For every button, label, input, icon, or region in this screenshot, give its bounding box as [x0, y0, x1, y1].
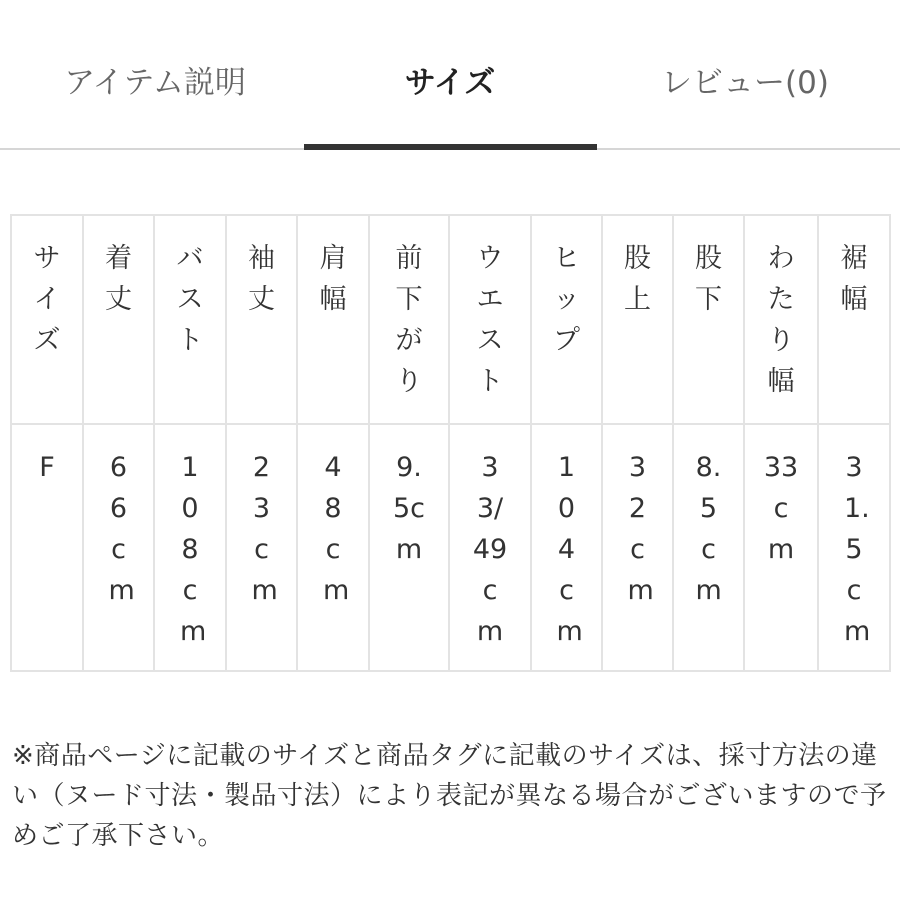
table-cell: 104cm: [531, 424, 602, 671]
table-header-cell: 前下がり: [369, 215, 449, 424]
table-cell: 108cm: [154, 424, 226, 671]
table-cell: 66cm: [83, 424, 154, 671]
table-header-cell: ヒップ: [531, 215, 602, 424]
table-header-cell: わたり幅: [744, 215, 818, 424]
table-cell: 23cm: [226, 424, 297, 671]
table-cell: 33cm: [744, 424, 818, 671]
tab-bar: [0, 0, 900, 150]
table-cell: 33/49cm: [449, 424, 531, 671]
tab-item-description[interactable]: アイテム説明: [64, 65, 246, 101]
table-header-cell: 着丈: [83, 215, 154, 424]
table-row: [11, 424, 890, 671]
table-cell: 48cm: [297, 424, 369, 671]
table-header-cell: 股上: [602, 215, 673, 424]
size-table: [10, 214, 891, 672]
tab-size[interactable]: サイズ: [404, 65, 496, 101]
active-tab-indicator: [304, 144, 597, 150]
table-cell: 9.5cm: [369, 424, 449, 671]
table-cell: F: [11, 424, 83, 671]
table-header-cell: バスト: [154, 215, 226, 424]
table-header-cell: サイズ: [11, 215, 83, 424]
table-header-cell: 肩幅: [297, 215, 369, 424]
tab-reviews[interactable]: レビュー(0): [661, 65, 829, 101]
table-header-cell: 股下: [673, 215, 744, 424]
size-disclaimer-note: ※商品ページに記載のサイズと商品タグに記載のサイズは、採寸方法の違い（ヌード寸法・製品寸法）により表記が異なる場合がございますので予めご了承下さい。: [12, 741, 887, 851]
table-cell: 8.5cm: [673, 424, 744, 671]
table-cell: 32cm: [602, 424, 673, 671]
table-header-cell: ウエスト: [449, 215, 531, 424]
table-header-row: [11, 215, 890, 424]
table-header-cell: 袖丈: [226, 215, 297, 424]
table-header-cell: 裾幅: [818, 215, 890, 424]
table-cell: 31.5cm: [818, 424, 890, 671]
